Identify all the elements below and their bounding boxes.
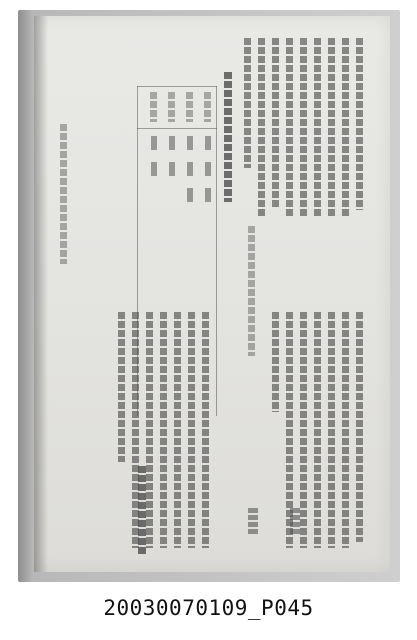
table-cell bbox=[205, 188, 211, 202]
table-title bbox=[224, 72, 232, 202]
table-cell bbox=[151, 136, 157, 150]
page-number bbox=[290, 508, 300, 534]
binding-shadow bbox=[34, 16, 48, 572]
table-cell bbox=[205, 136, 211, 150]
table-row bbox=[150, 92, 157, 122]
table-rule bbox=[137, 128, 217, 129]
table-row bbox=[186, 92, 193, 122]
body-text-column bbox=[356, 38, 363, 210]
body-text-column bbox=[342, 312, 349, 548]
table-cell bbox=[187, 162, 193, 176]
table-header bbox=[248, 226, 255, 356]
table-rule bbox=[137, 86, 217, 87]
body-text-column bbox=[314, 38, 321, 216]
table-cell bbox=[151, 162, 157, 176]
image-caption: 20030070109_P045 bbox=[103, 596, 314, 620]
table-cell bbox=[169, 136, 175, 150]
body-text-column bbox=[300, 312, 307, 548]
body-text-column bbox=[188, 312, 195, 548]
body-text-column bbox=[356, 312, 363, 542]
table-cell bbox=[187, 188, 193, 202]
table-cell bbox=[187, 136, 193, 150]
body-text-column bbox=[328, 38, 335, 216]
body-text-column bbox=[342, 38, 349, 216]
body-text-column bbox=[300, 38, 307, 216]
table-cell bbox=[169, 162, 175, 176]
page-number bbox=[248, 508, 258, 534]
body-text-column bbox=[174, 312, 181, 548]
table-rule bbox=[216, 86, 217, 416]
body-text-column bbox=[272, 312, 279, 412]
body-text-column bbox=[202, 312, 209, 548]
running-header bbox=[60, 124, 67, 264]
table-cell bbox=[205, 162, 211, 176]
body-text-column bbox=[314, 312, 321, 548]
footer-title bbox=[138, 466, 146, 556]
body-text-column bbox=[146, 312, 153, 548]
body-text-column bbox=[272, 38, 279, 208]
table-row bbox=[204, 92, 211, 122]
table-row bbox=[168, 92, 175, 122]
body-text-column bbox=[160, 312, 167, 548]
body-text-column bbox=[328, 312, 335, 548]
body-text-column bbox=[244, 38, 251, 168]
scanned-page bbox=[34, 16, 390, 572]
body-text-column bbox=[118, 312, 125, 462]
body-text-column bbox=[258, 38, 265, 216]
body-text-column bbox=[286, 38, 293, 216]
